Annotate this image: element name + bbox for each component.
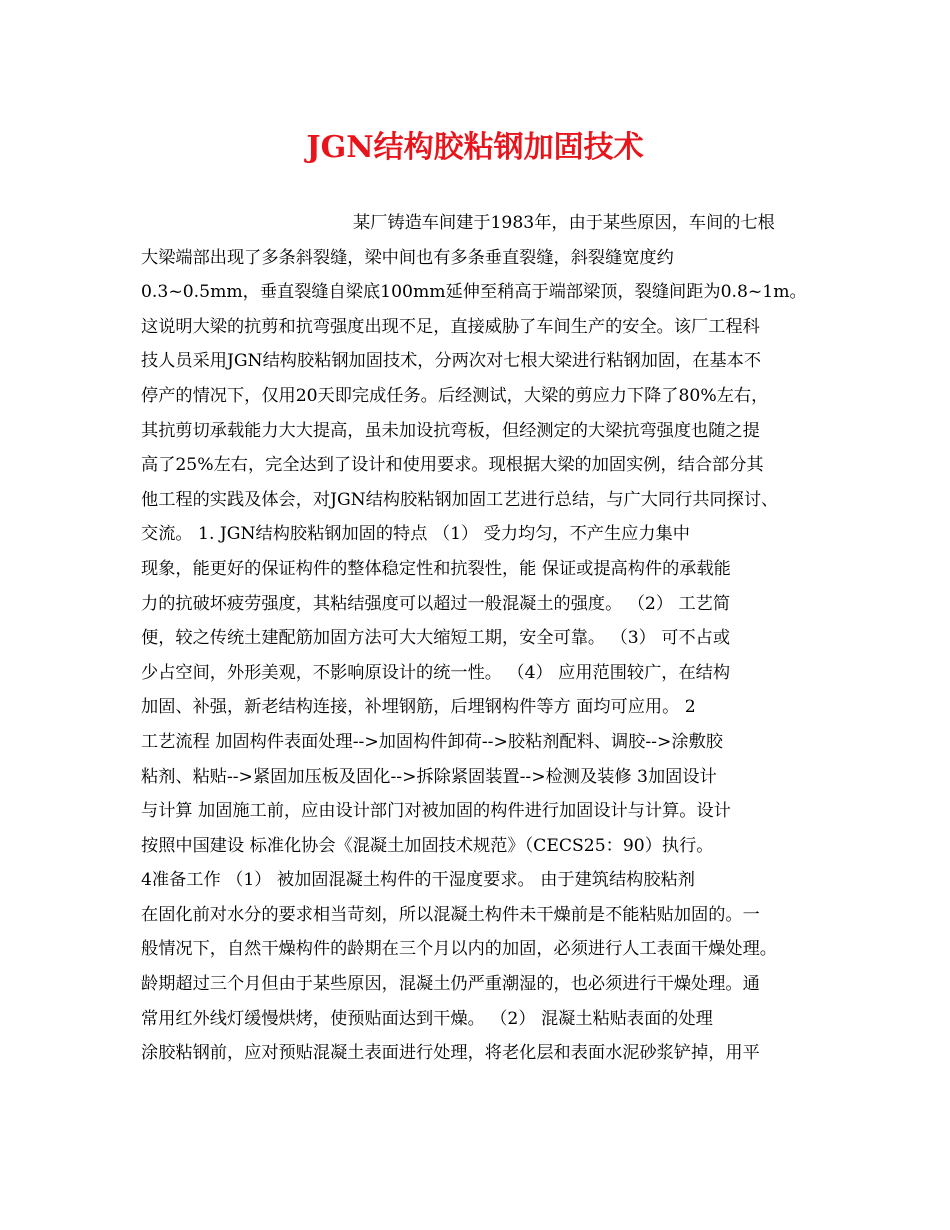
body-line: 在固化前对水分的要求相当苛刻，所以混凝土构件未干燥前是不能粘贴加固的。一	[141, 904, 760, 925]
body-line: 涂胶粘钢前，应对预贴混凝土表面进行处理，将老化层和表面水泥砂浆铲掉，用平	[141, 1043, 760, 1064]
body-line: 这说明大梁的抗剪和抗弯强度出现不足，直接威胁了车间生产的安全。该厂工程科	[141, 316, 760, 337]
document-title: JGN结构胶粘钢加固技术	[306, 130, 644, 165]
body-line: 交流。 1. JGN结构胶粘钢加固的特点 （1） 受力均匀，不产生应力集中	[141, 524, 690, 545]
body-line: 高了25%左右，完全达到了设计和使用要求。现根据大梁的加固实例，结合部分其	[141, 455, 764, 476]
body-line: 常用红外线灯缓慢烘烤，使预贴面达到干燥。 （2） 混凝土粘贴表面的处理	[141, 1008, 713, 1029]
body-line: 4准备工作 （1） 被加固混凝土构件的干湿度要求。 由于建筑结构胶粘剂	[141, 870, 695, 891]
document-body	[141, 206, 813, 1071]
body-line: 工艺流程 加固构件表面处理-->加固构件卸荷-->胶粘剂配料、调胶-->涂敷胶	[141, 731, 723, 752]
body-line: 技人员采用JGN结构胶粘钢加固技术，分两次对七根大梁进行粘钢加固，在基本不	[141, 351, 762, 372]
body-line: 力的抗破坏疲劳强度，其粘结强度可以超过一般混凝土的强度。 （2） 工艺简	[141, 593, 731, 614]
body-line: 现象，能更好的保证构件的整体稳定性和抗裂性，能 保证或提高构件的承载能	[141, 558, 731, 579]
body-line: 龄期超过三个月但由于某些原因，混凝土仍严重潮湿的，也必须进行干燥处理。通	[141, 974, 760, 995]
body-line: 其抗剪切承载能力大大提高，虽未加设抗弯板，但经测定的大梁抗弯强度也随之提	[141, 420, 760, 441]
body-line: 按照中国建设 标准化协会《混凝土加固技术规范》（CECS25：90）执行。	[141, 835, 714, 856]
body-line: 停产的情况下，仅用20天即完成任务。后经测试，大梁的剪应力下降了80%左右，	[141, 385, 769, 406]
body-line: 便，较之传统土建配筋加固方法可大大缩短工期，安全可靠。 （3） 可不占或	[141, 628, 731, 649]
body-line: 他工程的实践及体会，对JGN结构胶粘钢加固工艺进行总结，与广大同行共同探讨、	[141, 489, 779, 510]
body-line: 少占空间，外形美观，不影响原设计的统一性。 （4） 应用范围较广，在结构	[141, 662, 731, 683]
body-line: 某厂铸造车间建于1983年，由于某些原因，车间的七根	[353, 213, 775, 233]
body-line: 加固、补强，新老结构连接，补埋钢筋，后埋钢构件等方 面均可应用。 2	[141, 697, 696, 718]
body-line: 般情况下，自然干燥构件的龄期在三个月以内的加固，必须进行人工表面干燥处理。	[141, 939, 777, 960]
body-line: 0.3~0.5mm，垂直裂缝自梁底100mm延伸至稍高于端部梁顶，裂缝间距为0.8~1m。	[141, 282, 807, 303]
body-line: 大梁端部出现了多条斜裂缝，梁中间也有多条垂直裂缝，斜裂缝宽度约	[141, 247, 674, 268]
body-line: 粘剂、粘贴-->紧固加压板及固化-->拆除紧固装置-->检测及装修 3加固设计	[141, 766, 717, 787]
body-line: 与计算 加固施工前，应由设计部门对被加固的构件进行加固设计与计算。设计	[141, 801, 731, 822]
